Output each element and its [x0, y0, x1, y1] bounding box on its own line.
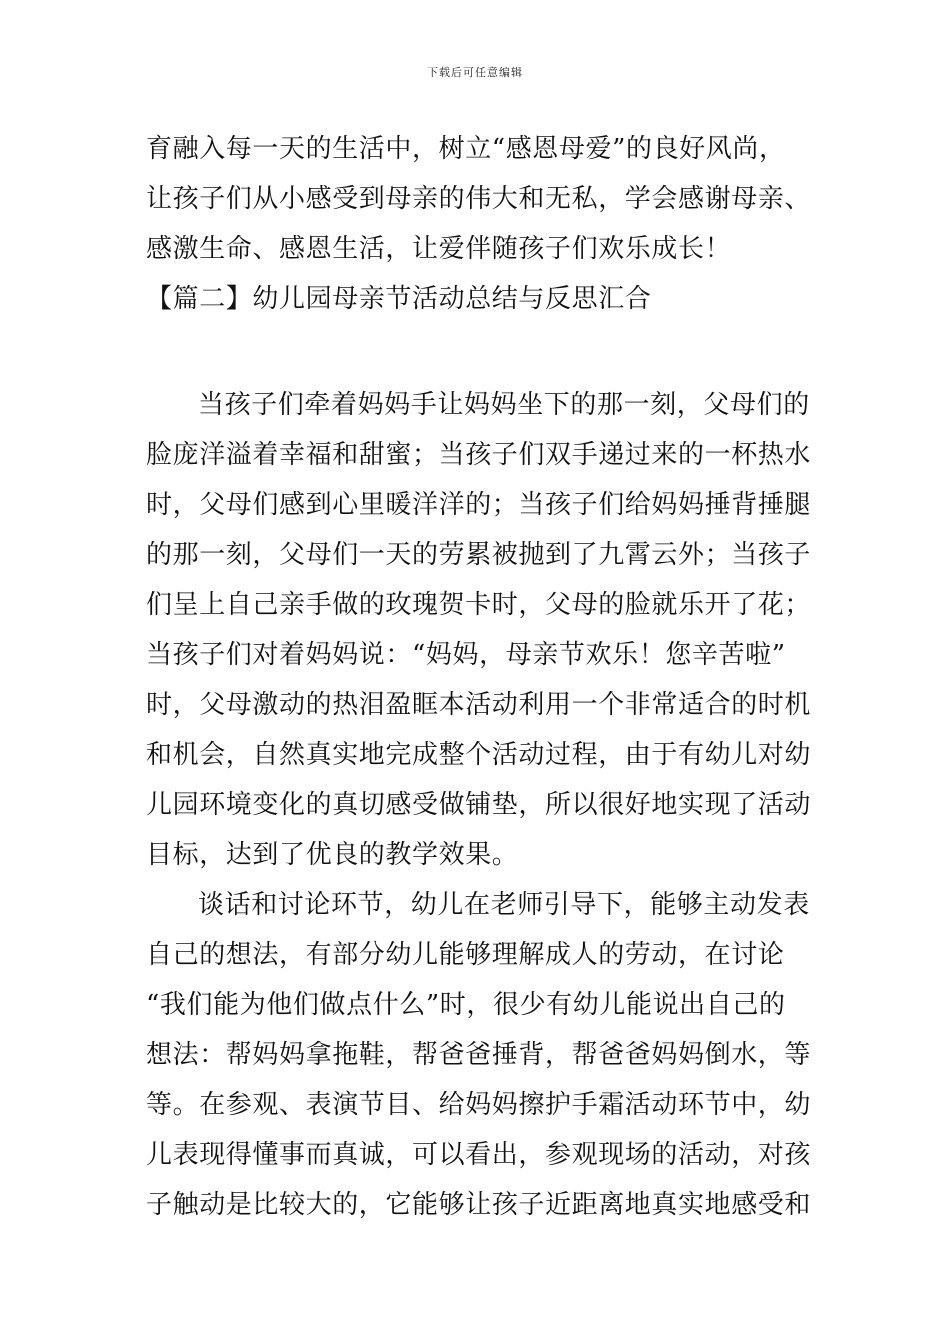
text-line: 时，父母激动的热泪盈眶本活动利用一个非常适合的时机 — [146, 690, 812, 720]
text-line: 感激生命、感恩生活，让爱伴随孩子们欢乐成长！ — [146, 234, 732, 264]
spacer — [146, 324, 808, 380]
text-line: 们呈上自己亲手做的玫瑰贺卡时，父母的脸就乐开了花； — [146, 590, 812, 620]
text-line: 自己的想法，有部分幼儿能够理解成人的劳动，在讨论 — [146, 940, 785, 970]
text-line: 时，父母们感到心里暖洋洋的；当孩子们给妈妈捶背捶腿 — [146, 490, 812, 520]
text-line: 当孩子们对着妈妈说：“妈妈，母亲节欢乐！您辛苦啦” — [146, 640, 786, 670]
text-line: 育融入每一天的生活中，树立“感恩母爱”的良好风尚， — [146, 134, 786, 164]
document-body — [146, 124, 812, 1230]
header-note: 下载后可任意编辑 — [427, 66, 523, 79]
paragraph-3 — [146, 880, 812, 1230]
text-line: 让孩子们从小感受到母亲的伟大和无私，学会感谢母亲、 — [146, 184, 812, 214]
text-line: 目标，达到了优良的教学效果。 — [146, 840, 519, 870]
text-line: 和机会，自然真实地完成整个活动过程，由于有幼儿对幼 — [146, 740, 812, 770]
text-line: 想法：帮妈妈拿拖鞋，帮爸爸捶背，帮爸爸妈妈倒水，等 — [146, 1040, 812, 1070]
text-line: 脸庞洋溢着幸福和甜蜜；当孩子们双手递过来的一杯热水 — [146, 440, 812, 470]
text-line: 的那一刻，父母们一天的劳累被抛到了九霄云外；当孩子 — [146, 540, 812, 570]
section-heading: 【篇二】幼儿园母亲节活动总结与反思汇合 — [146, 284, 652, 314]
text-line: “我们能为他们做点什么”时，很少有幼儿能说出自己的 — [146, 990, 786, 1020]
text-line: 谈话和讨论环节，幼儿在老师引导下，能够主动发表 — [198, 890, 810, 920]
text-line: 儿园环境变化的真切感受做铺垫，所以很好地实现了活动 — [146, 790, 812, 820]
text-line: 儿表现得懂事而真诚，可以看出，参观现场的活动，对孩 — [146, 1140, 812, 1170]
text-line: 当孩子们牵着妈妈手让妈妈坐下的那一刻，父母们的 — [198, 390, 810, 420]
text-line: 等。在参观、表演节目、给妈妈擦护手霜活动环节中，幼 — [146, 1090, 812, 1120]
paragraph-1 — [146, 124, 812, 274]
text-line: 子触动是比较大的，它能够让孩子近距离地真实地感受和 — [146, 1190, 812, 1220]
paragraph-2 — [146, 380, 812, 880]
